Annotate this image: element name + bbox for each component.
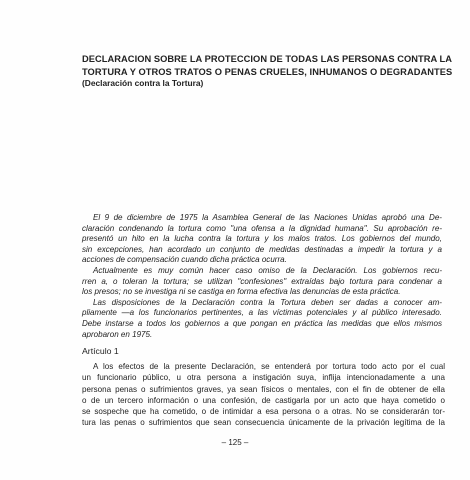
text-line: sin excepciones, han acordado un conjunto de medidas destinadas a impedir la tortura y a — [82, 244, 442, 254]
text-line: rren a, o toleran la tortura; se utilizan "confesiones" extraídas bajo tortura para condenar a — [82, 276, 442, 286]
document-title — [82, 53, 454, 78]
text-line: tura las penas o sufrimientos que sean consecuencia únicamente de la privación legítima de la — [82, 418, 445, 428]
intro-paragraph — [82, 266, 442, 298]
page-number: – 125 – — [221, 438, 249, 447]
intro-note — [82, 213, 442, 340]
text-line: los presos; no se investiga ni se castiga en forma efectiva las denuncias de esta práctica. — [82, 287, 401, 297]
title-line: DECLARACION SOBRE LA PROTECCION DE TODAS LAS PERSONAS CONTRA LA — [82, 54, 453, 64]
intro-paragraph — [82, 298, 442, 340]
intro-paragraph — [82, 213, 442, 266]
text-line: un funcionario público, u otra persona a instigación suya, inflija intencionadamente a una — [82, 373, 445, 383]
text-line: claración condenando la tortura como "una ofensa a la dignidad humana". Su aprobación re- — [82, 223, 442, 233]
text-line: o de un tercero información o una confesión, de castigarla por un acto que haya cometido o — [82, 395, 445, 405]
text-line: A los efectos de la presente Declaración, se entenderá por tortura todo acto por el cual — [93, 362, 445, 371]
text-line: persona penas o sufrimientos graves, ya sean físicos o mentales, con el fin de obtener de ella — [82, 384, 445, 394]
text-line: se sospeche que ha cometido, o de intimidar a esa persona o a otras. No se considerarán tor- — [82, 407, 445, 417]
text-line: presentó un hito en la lucha contra la tortura y los malos tratos. Los gobiernos del mundo, — [82, 234, 442, 244]
article-body — [82, 361, 445, 429]
document-subtitle: (Declaración contra la Tortura) — [82, 78, 204, 88]
article-heading: Artículo 1 — [82, 346, 119, 356]
text-line: pliamente —a los funcionarios pertinentes, a las víctimas potenciales y al público interesado. — [82, 308, 442, 318]
text-line: Debe instarse a todos los gobiernos a que pongan en práctica las medidas que ellos mismos — [82, 318, 442, 328]
text-line: aprobaron en 1975. — [82, 329, 153, 339]
text-line: El 9 de diciembre de 1975 la Asamblea General de las Naciones Unidas aprobó una De- — [93, 213, 442, 222]
title-line: TORTURA Y OTROS TRATOS O PENAS CRUELES, INHUMANOS O DEGRADANTES — [82, 66, 453, 77]
text-line: Las disposiciones de la Declaración contra la Tortura deben ser dadas a conocer am- — [93, 297, 442, 307]
text-line: acciones de compensación cuando dicha práctica ocurra. — [82, 255, 287, 265]
text-line: Actualmente es muy común hacer caso omiso de la Declaración. Los gobiernos recu- — [93, 265, 442, 275]
